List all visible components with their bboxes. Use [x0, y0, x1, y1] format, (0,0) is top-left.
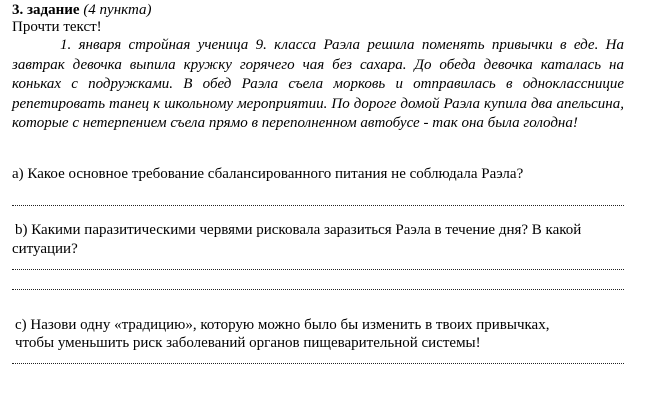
- answer-line-a[interactable]: [12, 205, 624, 206]
- task-points: (4 пункта): [83, 2, 152, 18]
- task-heading: [12, 2, 152, 19]
- answer-line-b-1[interactable]: [12, 269, 624, 270]
- question-b-line-2: ситуации?: [12, 241, 78, 257]
- story-text: 1. января стройная ученица 9. класса Раэла решила поменять привычки в еде. На завтрак девочка выпила кружку горячего чая без сахара. До обеда девочка каталась на коньках с подружками. В обед Раэла съела морковь и отправилась в одноклассницие репетировать танец к школьному мероприятии. По дороге домой Раэла купила два апельсина, которые с нетерпением съела прямо в переполненном автобусе - так она была голодна!: [12, 37, 624, 131]
- question-c-line-2: чтобы уменьшить риск заболеваний органов пищеварительной системы!: [15, 335, 481, 351]
- question-a: a) Какое основное требование сбалансированного питания не соблюдала Раэла?: [12, 166, 524, 182]
- question-c-line-1: c) Назови одну «традицию», которую можно было бы изменить в твоих привычках,: [15, 317, 550, 333]
- task-instruction: Прочти текст!: [12, 19, 102, 35]
- question-b-line-1: b) Какими паразитическими червями рисковала заразиться Раэла в течение дня? В какой: [15, 222, 582, 238]
- answer-line-c[interactable]: [12, 363, 624, 364]
- answer-line-b-2[interactable]: [12, 289, 624, 290]
- task-number: 3. задание: [12, 2, 80, 18]
